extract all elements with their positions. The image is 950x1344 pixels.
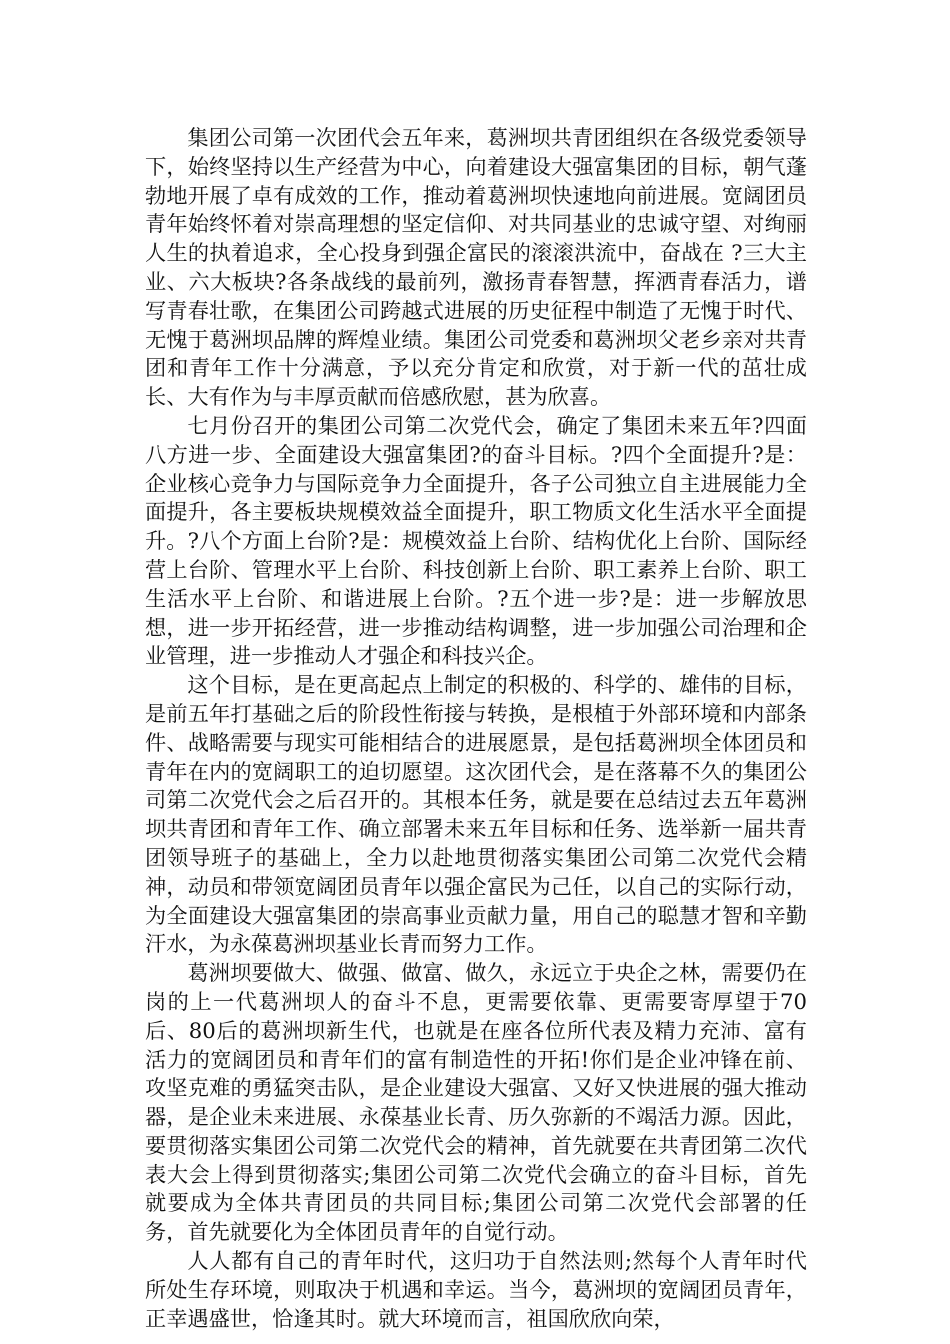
paragraph: 人人都有自己的青年时代，这归功于自然法则;然每个人青年时代所处生存环境，则取决于机遇和幸运。当今，葛洲坝的宽阔团员青年，正幸遇盛世，恰逢其时。就大环境而言，祖国欣欣向荣， <box>145 1248 807 1331</box>
paragraph: 葛洲坝要做大、做强、做富、做久，永远立于央企之林，需要仍在岗的上一代葛洲坝人的奋斗不息，更需要依靠、更需要寄厚望于70后、80后的葛洲坝新生代，也就是在座各位所代表及精力充沛、富有活力的宽阔团员和青年们的富有制造性的开拓!你们是企业冲锋在前、攻坚克难的勇猛突击队，是企业建设大强富、又好又快进展的强大推动器，是企业未来进展、永葆基业长青、历久弥新的不竭活力源。因此，要贯彻落实集团公司第二次党代会的精神，首先就要在共青团第二次代表大会上得到贯彻落实;集团公司第二次党代会确立的奋斗目标，首先就要成为全体共青团员的共同目标;集团公司第二次党代会部署的任务，首先就要化为全体团员青年的自觉行动。 <box>145 960 807 1245</box>
paragraph: 这个目标，是在更高起点上制定的积极的、科学的、雄伟的目标，是前五年打基础之后的阶段性衔接与转换，是根植于外部环境和内部条件、战略需要与现实可能相结合的进展愿景，是包括葛洲坝全体团员和青年在内的宽阔职工的迫切愿望。这次团代会，是在落幕不久的集团公司第二次党代会之后召开的。其根本任务，就是要在总结过去五年葛洲坝共青团和青年工作、确立部署未来五年目标和任务、选举新一届共青团领导班子的基础上，全力以赴地贯彻落实集团公司第二次党代会精神，动员和带领宽阔团员青年以强企富民为己任，以自己的实际行动，为全面建设大强富集团的崇高事业贡献力量，用自己的聪慧才智和辛勤汗水，为永葆葛洲坝基业长青而努力工作。 <box>145 672 807 957</box>
paragraph: 集团公司第一次团代会五年来，葛洲坝共青团组织在各级党委领导下，始终坚持以生产经营为中心，向着建设大强富集团的目标，朝气蓬勃地开展了卓有成效的工作，推动着葛洲坝快速地向前进展。宽阔团员青年始终怀着对崇高理想的坚定信仰、对共同基业的忠诚守望、对绚丽人生的执着追求，全心投身到强企富民的滚滚洪流中，奋战在 ?三大主业、六大板块?各条战线的最前列，激扬青春智慧，挥洒青春活力，谱写青春壮歌，在集团公司跨越式进展的历史征程中制造了无愧于时代、无愧于葛洲坝品牌的辉煌业绩。集团公司党委和葛洲坝父老乡亲对共青团和青年工作十分满意，予以充分肯定和欣赏，对于新一代的茁壮成长、大有作为与丰厚贡献而倍感欣慰，甚为欣喜。 <box>145 125 807 410</box>
paragraph: 七月份召开的集团公司第二次党代会，确定了集团未来五年?四面八方进一步、全面建设大强富集团?的奋斗目标。?四个全面提升?是：企业核心竞争力与国际竞争力全面提升，各子公司独立自主进展能力全面提升，各主要板块规模效益全面提升，职工物质文化生活水平全面提升。?八个方面上台阶?是：规模效益上台阶、结构优化上台阶、国际经营上台阶、管理水平上台阶、科技创新上台阶、职工素养上台阶、职工生活水平上台阶、和谐进展上台阶。?五个进一步?是：进一步解放思想，进一步开拓经营，进一步推动结构调整，进一步加强公司治理和企业管理，进一步推动人才强企和科技兴企。 <box>145 412 807 669</box>
document-page <box>145 124 807 1333</box>
